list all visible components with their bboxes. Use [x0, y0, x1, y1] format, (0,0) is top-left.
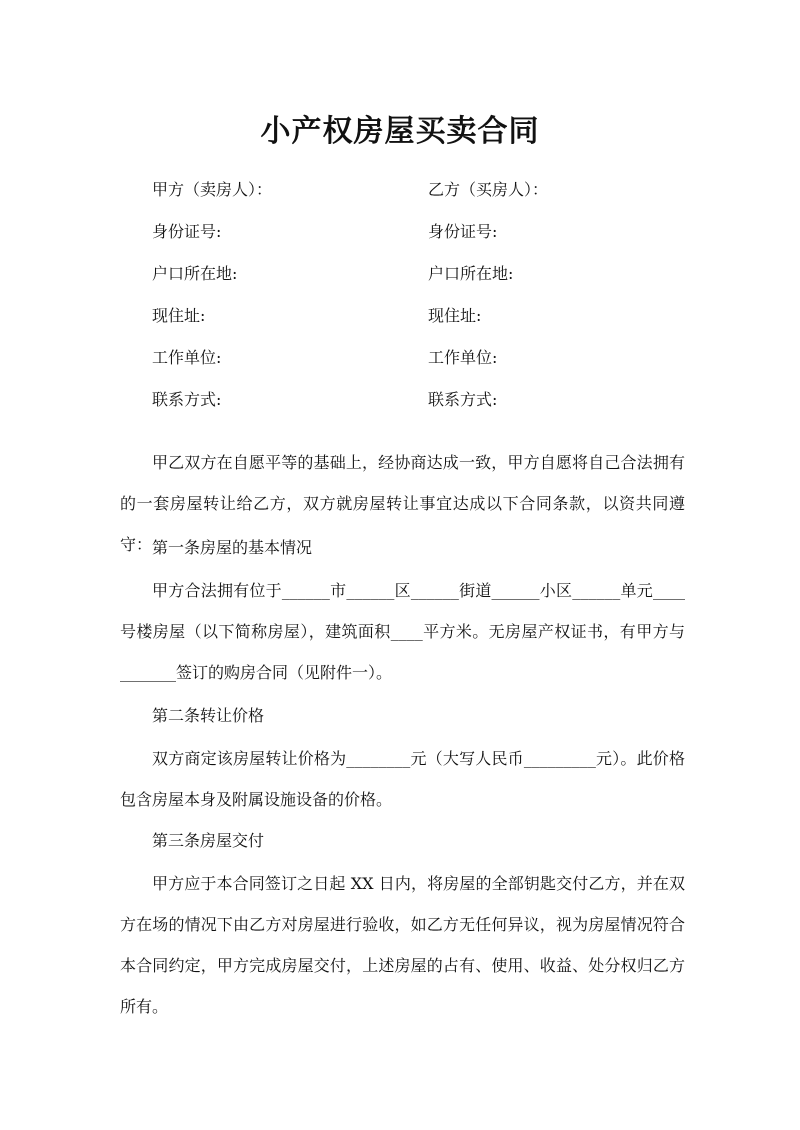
article-1-body: 甲方合法拥有位于______市______区______街道______小区______单元____号楼房屋（以下简称房屋），建筑面积____平方米。无房屋产权证书，有甲方与_______签订的购房合同（见附件一）。	[120, 581, 685, 682]
article-3-heading: 第三条房屋交付	[152, 831, 265, 850]
seller-hukou-label: 户口所在地:	[152, 264, 238, 283]
article-3-body: 甲方应于本合同签订之日起 XX 日内，将房屋的全部钥匙交付乙方，并在双方在场的情况下由乙方对房屋进行验收，如乙方无任何异议，视为房屋情况符合本合同约定，甲方完成房屋交付，上述房屋的占有、使用、收益、处分权归乙方所有。	[120, 874, 685, 1016]
party-row-id	[0, 219, 800, 245]
article-1-heading: 第一条房屋的基本情况	[152, 538, 313, 557]
document-title: 小产权房屋买卖合同	[260, 114, 540, 149]
party-row-name	[0, 177, 800, 203]
buyer-address-label: 现住址:	[428, 306, 482, 325]
party-row-contact	[0, 387, 800, 413]
seller-employer-label: 工作单位:	[152, 348, 222, 367]
party-row-hukou	[0, 261, 800, 287]
buyer-label: 乙方（买房人）：	[428, 180, 549, 199]
seller-address-label: 现住址:	[152, 306, 206, 325]
seller-label: 甲方（卖房人）：	[152, 180, 273, 199]
party-row-employer	[0, 345, 800, 371]
seller-id-label: 身份证号:	[152, 222, 222, 241]
article-2-heading: 第二条转让价格	[152, 706, 265, 725]
intro-paragraph: 甲乙双方在自愿平等的基础上，经协商达成一致，甲方自愿将自己合法拥有的一套房屋转让给乙方，双方就房屋转让事宜达成以下合同条款，以资共同遵守：	[120, 453, 685, 554]
article-2-body: 双方商定该房屋转让价格为________元（大写人民币_________元）。此价格包含房屋本身及附属设施设备的价格。	[120, 749, 685, 809]
buyer-contact-label: 联系方式:	[428, 390, 498, 409]
buyer-employer-label: 工作单位:	[428, 348, 498, 367]
buyer-id-label: 身份证号:	[428, 222, 498, 241]
buyer-hukou-label: 户口所在地:	[428, 264, 514, 283]
party-row-address	[0, 303, 800, 329]
seller-contact-label: 联系方式:	[152, 390, 222, 409]
